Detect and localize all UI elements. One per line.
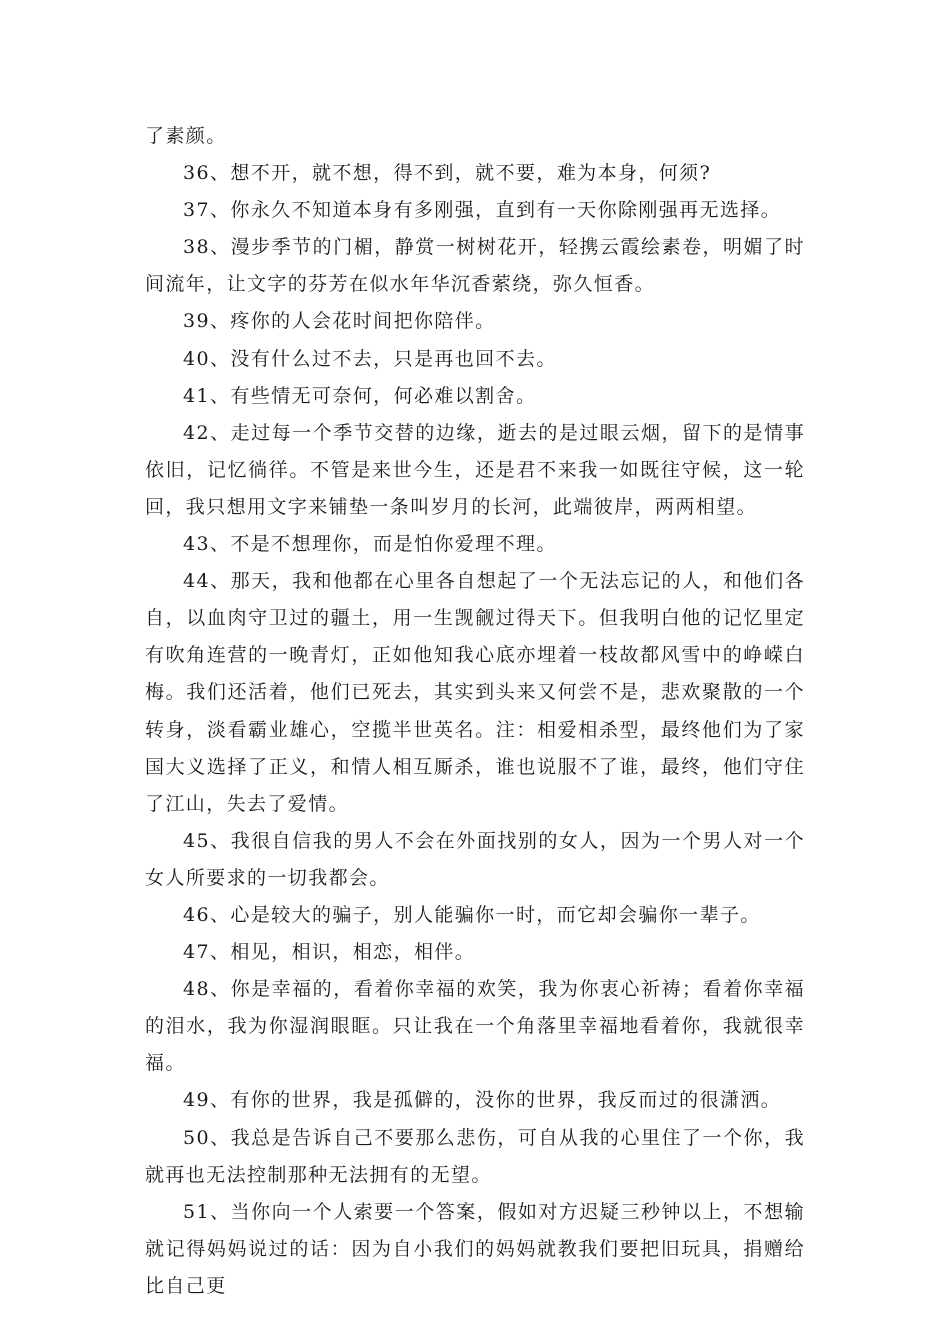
paragraph-44: 44、那天，我和他都在心里各自想起了一个无法忘记的人，和他们各自，以血肉守卫过的疆土，用一生觊觎过得天下。但我明白他的记忆里定有吹角连营的一晚青灯，正如他知我心底亦埋着一枝故都风雪中的峥嵘白梅。我们还活着，他们已死去，其实到头来又何尝不是，悲欢聚散的一个转身，淡看霸业雄心，空揽半世英名。注：相爱相杀型，最终他们为了家国大义选择了正义，和情人相互厮杀，谁也说服不了谁，最终，他们守住了江山，失去了爱情。 xyxy=(145,570,805,815)
paragraph-43: 43、不是不想理你，而是怕你爱理不理。 xyxy=(183,533,557,556)
paragraph-40: 40、没有什么过不去，只是再也回不去。 xyxy=(183,347,557,370)
paragraph-51: 51、当你向一个人索要一个答案，假如对方迟疑三秒钟以上，不想输就记得妈妈说过的话：因为自小我们的妈妈就教我们要把旧玩具，捐赠给比自己更 xyxy=(145,1200,805,1297)
paragraph-39: 39、疼你的人会花时间把你陪伴。 xyxy=(183,310,496,333)
paragraph-continuation: 了素颜。 xyxy=(145,125,227,147)
document-body xyxy=(145,118,805,1305)
paragraph-38: 38、漫步季节的门楣，静赏一树树花开，轻携云霞绘素卷，明媚了时间流年，让文字的芬芳在似水年华沉香萦绕，弥久恒香。 xyxy=(145,236,805,296)
paragraph-42: 42、走过每一个季节交替的边缘，逝去的是过眼云烟，留下的是情事依旧，记忆徜徉。不管是来世今生，还是君不来我一如既往守候，这一轮回，我只想用文字来铺垫一条叫岁月的长河，此端彼岸，两两相望。 xyxy=(145,421,805,518)
paragraph-37: 37、你永久不知道本身有多刚强，直到有一天你除刚强再无选择。 xyxy=(183,199,782,222)
paragraph-49: 49、有你的世界，我是孤僻的，没你的世界，我反而过的很潇洒。 xyxy=(183,1089,782,1112)
paragraph-50: 50、我总是告诉自己不要那么悲伤，可自从我的心里住了一个你，我就再也无法控制那种无法拥有的无望。 xyxy=(145,1126,805,1186)
paragraph-41: 41、有些情无可奈何，何必难以割舍。 xyxy=(183,384,537,407)
paragraph-46: 46、心是较大的骗子，别人能骗你一时，而它却会骗你一辈子。 xyxy=(183,903,761,926)
paragraph-47: 47、相见，相识，相恋，相伴。 xyxy=(183,941,476,964)
paragraph-36: 36、想不开，就不想，得不到，就不要，难为本身，何须? xyxy=(183,162,712,185)
paragraph-45: 45、我很自信我的男人不会在外面找别的女人，因为一个男人对一个女人所要求的一切我都会。 xyxy=(145,829,805,889)
paragraph-48: 48、你是幸福的，看着你幸福的欢笑，我为你衷心祈祷；看着你幸福的泪水，我为你湿润眼眶。只让我在一个角落里幸福地看着你，我就很幸福。 xyxy=(145,978,805,1075)
